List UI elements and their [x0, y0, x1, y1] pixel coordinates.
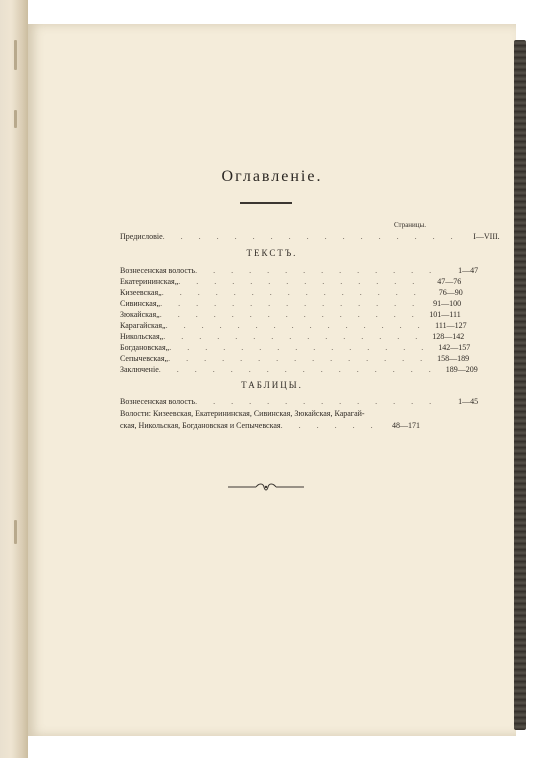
toc-entry-pages: 142—157 [438, 343, 471, 352]
pages-column-header: Страницы. [393, 221, 426, 229]
toc-row [120, 331, 465, 342]
toc-row [120, 320, 467, 331]
leader-dots: . . . . . . . . . . . . . . . . [158, 365, 438, 374]
ditto-mark: „ [165, 343, 170, 352]
toc-entry-label: Зюкайская [120, 310, 157, 319]
ditto-mark: „ [156, 299, 161, 308]
toc-entry-pages: 101—111 [429, 310, 461, 319]
toc-entry-pages: 47—76 [437, 277, 462, 286]
toc-entry-label: Никольская [120, 332, 160, 341]
toc-row [120, 265, 479, 276]
toc-row [120, 287, 463, 298]
toc-entry-pages: 189—209 [445, 365, 478, 374]
toc-entry-pages: 1—47 [458, 266, 479, 275]
book-spine [0, 0, 28, 758]
toc-entry-pages: I—VIII. [473, 232, 500, 241]
toc-row-preface [120, 231, 500, 242]
volosti-line: Волости: Кизеевская, Екатерининская, Сивинская, Зюкайская, Карагай- [120, 409, 365, 418]
title-rule [240, 202, 292, 204]
spine-mark [14, 520, 17, 544]
section-heading-tables: ТАБЛИЦЫ. [241, 380, 303, 390]
leader-dots: . . . . . . . . . . . . . . . [161, 288, 423, 297]
toc-entry-label: Карагайская [120, 321, 162, 330]
ditto-mark: „ [162, 321, 166, 330]
leader-dots: . . . . . . . . . . . . . . . . . [162, 232, 460, 241]
toc-entry-label: Сивинская [120, 299, 157, 308]
toc-entry-label: Сепычевская [120, 354, 165, 363]
spine-mark [14, 40, 17, 70]
toc-entry-label: Вознесенская волость [120, 397, 196, 406]
toc-entry-pages: 76—90 [438, 288, 463, 297]
ditto-mark: „ [174, 277, 179, 286]
leader-dots: . . . . . . . . . . . . . . [195, 397, 439, 406]
leader-dots: . . . . . . . . . . . . . . . [160, 299, 422, 308]
toc-entry-pages: 48—171 [392, 421, 420, 430]
leader-dots: . . . . . . . . . . . . . . [195, 266, 439, 275]
toc-row [120, 342, 471, 353]
ornament-divider [226, 482, 306, 492]
toc-row [120, 364, 478, 375]
toc-row [120, 309, 461, 320]
volosti-line-text: ская, Никольская, Богдановская и Сепычевская [120, 421, 281, 430]
leader-dots: . . . . . . . . . . . . . . . [163, 332, 425, 341]
leader-dots: . . . . . . . . . . . . . . . [159, 310, 421, 319]
toc-row [120, 298, 462, 309]
ditto-mark: „ [159, 332, 164, 341]
toc-entry-label: Заключеніе [120, 365, 159, 374]
toc-entry-pages: 158—189 [437, 354, 470, 363]
toc-entry-pages: 91—100 [433, 299, 462, 308]
leader-dots: . . . . . . [280, 421, 380, 430]
volosti-entry [120, 408, 420, 432]
toc-entry-label: Предисловіе [120, 232, 163, 241]
toc-entry-label: Вознесенская волость [120, 266, 196, 275]
toc-entry-pages: 1—45 [458, 397, 479, 406]
leader-dots: . . . . . . . . . . . . . . . [165, 321, 427, 330]
spine-mark [14, 110, 17, 128]
toc-entry-label: Кизеевская [120, 288, 159, 297]
ditto-mark: „ [158, 288, 162, 297]
leader-dots: . . . . . . . . . . . . . . . [168, 354, 430, 363]
ditto-mark: „ [156, 310, 160, 319]
toc-row [120, 353, 470, 364]
page-title: Оглавленіе. [221, 168, 323, 185]
toc-entry-pages: 128—142 [432, 332, 465, 341]
section-heading-text: ТЕКСТЪ. [246, 248, 298, 258]
toc-entry-label: Екатерининская [120, 277, 175, 286]
toc-entry-label: Богдановская [120, 343, 166, 352]
toc-row [120, 276, 462, 287]
toc-entry-pages: 111—127 [435, 321, 467, 330]
leader-dots: . . . . . . . . . . . . . . [178, 277, 422, 286]
leader-dots: . . . . . . . . . . . . . . . [169, 343, 431, 352]
ditto-mark: „ [164, 354, 169, 363]
volosti-line [120, 420, 420, 432]
toc-row [120, 396, 479, 407]
